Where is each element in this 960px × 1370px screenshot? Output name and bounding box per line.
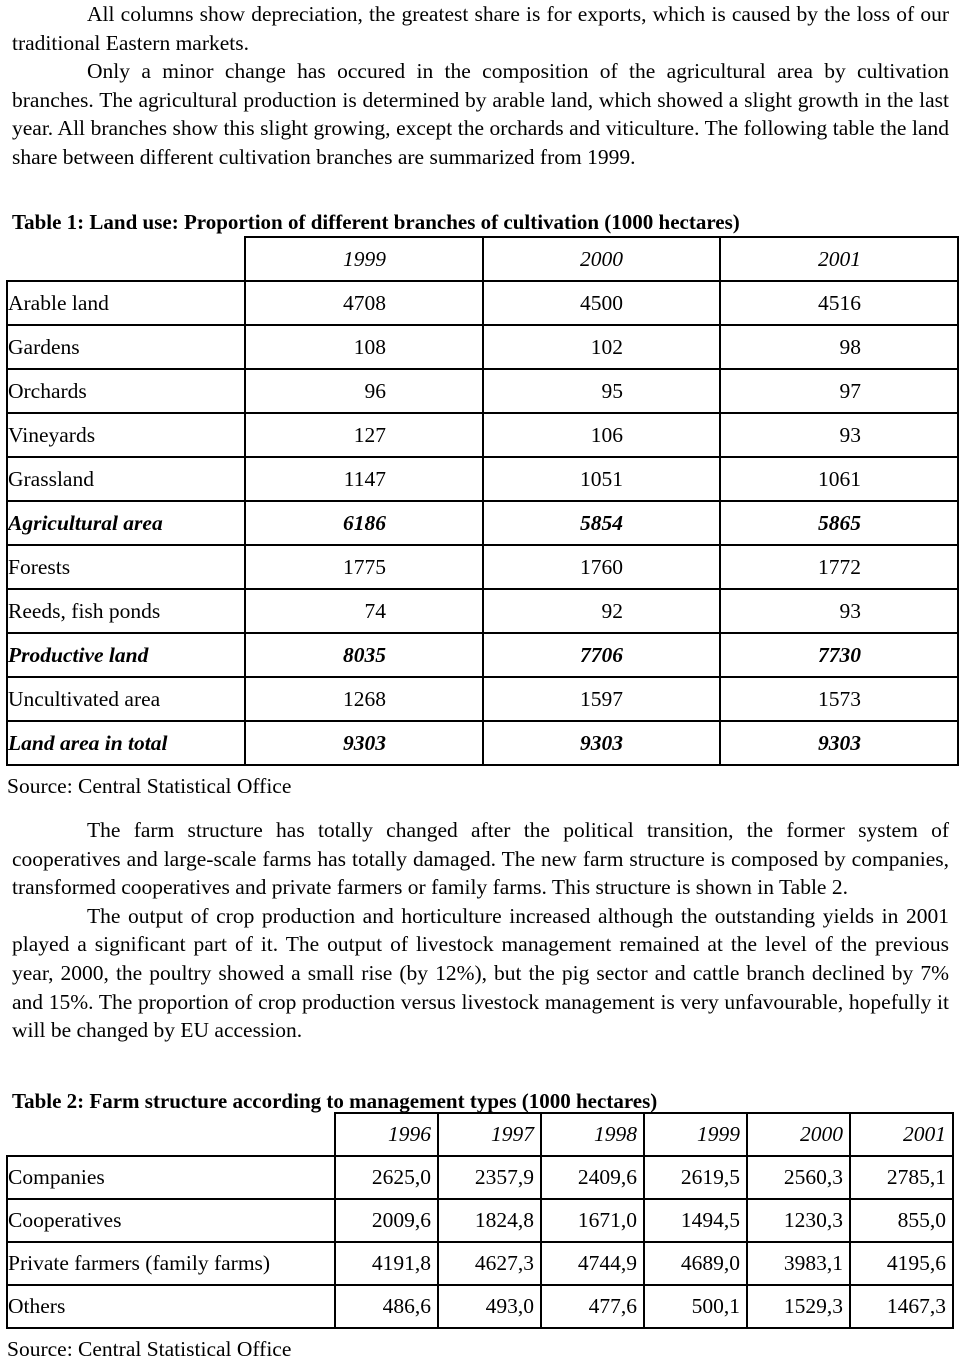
table-cell: 4689,0 (644, 1242, 747, 1285)
table-cell: 2619,5 (644, 1156, 747, 1199)
row-label: Uncultivated area (7, 677, 245, 721)
table-cell: 1772 (720, 545, 958, 589)
table-corner (7, 237, 245, 281)
row-label: Private farmers (family farms) (7, 1242, 335, 1285)
table-cell: 4191,8 (335, 1242, 438, 1285)
table-source: Source: Central Statistical Office (7, 1328, 953, 1370)
year-header: 2000 (747, 1113, 850, 1156)
table-cell: 106 (483, 413, 720, 457)
table-cell: 9303 (483, 721, 720, 765)
table-header-row (7, 237, 958, 281)
table-cell: 97 (720, 369, 958, 413)
year-header: 1996 (335, 1113, 438, 1156)
paragraph: The output of crop production and horticulture increased although the outstanding yields in 2001 played a significant part of it. The output of livestock management remained at the level of the previous year, 2000, the poultry showed a small rise (by 12%), but the pig sector and cattle branch declined by 7% and 15%. The proportion of crop production versus livestock management is very unfavourable, hopefully it will be changed by EU accession. (12, 903, 949, 1043)
table-source: Source: Central Statistical Office (7, 773, 292, 798)
year-header: 1999 (245, 237, 483, 281)
row-label: Productive land (7, 633, 245, 677)
table-row (7, 721, 958, 765)
table-header-row (7, 1113, 953, 1156)
row-label: Cooperatives (7, 1199, 335, 1242)
table-cell: 2560,3 (747, 1156, 850, 1199)
table-cell: 9303 (245, 721, 483, 765)
table-cell: 1597 (483, 677, 720, 721)
table-cell: 2357,9 (438, 1156, 541, 1199)
row-label: Agricultural area (7, 501, 245, 545)
table-cell: 1467,3 (850, 1285, 953, 1328)
top-paragraphs (12, 0, 949, 172)
table-cell: 486,6 (335, 1285, 438, 1328)
table-cell: 98 (720, 325, 958, 369)
table-cell: 4516 (720, 281, 958, 325)
table-cell: 2625,0 (335, 1156, 438, 1199)
table-cell: 4500 (483, 281, 720, 325)
table-corner (7, 1113, 335, 1156)
table-row (7, 457, 958, 501)
table-cell: 2409,6 (541, 1156, 644, 1199)
table-row (7, 1156, 953, 1199)
table-cell: 9303 (720, 721, 958, 765)
row-label: Forests (7, 545, 245, 589)
year-header: 1997 (438, 1113, 541, 1156)
year-header: 2001 (850, 1113, 953, 1156)
table-2-title: Table 2: Farm structure according to management types (1000 hectares) (12, 1089, 658, 1113)
table-cell: 4627,3 (438, 1242, 541, 1285)
middle-paragraphs (12, 816, 949, 1045)
table-cell: 95 (483, 369, 720, 413)
table-cell: 1230,3 (747, 1199, 850, 1242)
table-row (7, 325, 958, 369)
table-cell: 500,1 (644, 1285, 747, 1328)
table-cell: 93 (720, 413, 958, 457)
table-cell: 1529,3 (747, 1285, 850, 1328)
table-cell: 1573 (720, 677, 958, 721)
table-row (7, 677, 958, 721)
row-label: Companies (7, 1156, 335, 1199)
table-cell: 93 (720, 589, 958, 633)
table-cell: 1775 (245, 545, 483, 589)
table-1-title: Table 1: Land use: Proportion of different branches of cultivation (1000 hectares) (12, 210, 740, 234)
table-cell: 2785,1 (850, 1156, 953, 1199)
table-row (7, 1242, 953, 1285)
row-label: Gardens (7, 325, 245, 369)
table-cell: 108 (245, 325, 483, 369)
land-use-table (6, 236, 959, 806)
row-label: Vineyards (7, 413, 245, 457)
table-cell: 2009,6 (335, 1199, 438, 1242)
table-cell: 1494,5 (644, 1199, 747, 1242)
table-cell: 5865 (720, 501, 958, 545)
paragraph: All columns show depreciation, the greatest share is for exports, which is caused by the loss of our traditional Eastern markets. (12, 2, 949, 55)
row-label: Others (7, 1285, 335, 1328)
table-cell: 7730 (720, 633, 958, 677)
source-row (7, 1328, 953, 1370)
table-row (7, 589, 958, 633)
year-header: 2001 (720, 237, 958, 281)
table-cell: 4744,9 (541, 1242, 644, 1285)
row-label: Orchards (7, 369, 245, 413)
table-cell: 7706 (483, 633, 720, 677)
row-label: Arable land (7, 281, 245, 325)
table-cell: 1147 (245, 457, 483, 501)
table-row (7, 281, 958, 325)
table-cell: 855,0 (850, 1199, 953, 1242)
table-row (7, 501, 958, 545)
table-row (7, 633, 958, 677)
table-cell: 1061 (720, 457, 958, 501)
table-cell: 96 (245, 369, 483, 413)
row-label: Land area in total (7, 721, 245, 765)
table-cell: 1760 (483, 545, 720, 589)
table-cell: 477,6 (541, 1285, 644, 1328)
table-row (7, 369, 958, 413)
farm-structure-table (6, 1112, 954, 1370)
year-header: 2000 (483, 237, 720, 281)
table-cell: 1824,8 (438, 1199, 541, 1242)
year-header: 1998 (541, 1113, 644, 1156)
table-cell: 74 (245, 589, 483, 633)
table-cell: 92 (483, 589, 720, 633)
table-cell: 1051 (483, 457, 720, 501)
paragraph: Only a minor change has occured in the composition of the agricultural area by cultivation branches. The agricultural production is determined by arable land, which showed a slight growth in the last year. All branches show this slight growing, except the orchards and viticulture. The following table the land share between different cultivation branches are summarized from 1999. (12, 59, 949, 169)
table-cell: 4195,6 (850, 1242, 953, 1285)
table-cell: 102 (483, 325, 720, 369)
table-cell: 8035 (245, 633, 483, 677)
table-cell: 3983,1 (747, 1242, 850, 1285)
table-cell: 6186 (245, 501, 483, 545)
paragraph: The farm structure has totally changed after the political transition, the former system of cooperatives and large-scale farms has totally damaged. The new farm structure is composed by companies, transformed cooperatives and private farmers or family farms. This structure is shown in Table 2. (12, 818, 949, 900)
table-row (7, 545, 958, 589)
table-cell: 127 (245, 413, 483, 457)
year-header: 1999 (644, 1113, 747, 1156)
table-row (7, 1199, 953, 1242)
row-label: Reeds, fish ponds (7, 589, 245, 633)
table-row (7, 1285, 953, 1328)
table-row (7, 413, 958, 457)
table-cell: 493,0 (438, 1285, 541, 1328)
source-row (7, 765, 958, 806)
table-cell: 1671,0 (541, 1199, 644, 1242)
table-cell: 5854 (483, 501, 720, 545)
table-cell: 1268 (245, 677, 483, 721)
row-label: Grassland (7, 457, 245, 501)
table-cell: 4708 (245, 281, 483, 325)
